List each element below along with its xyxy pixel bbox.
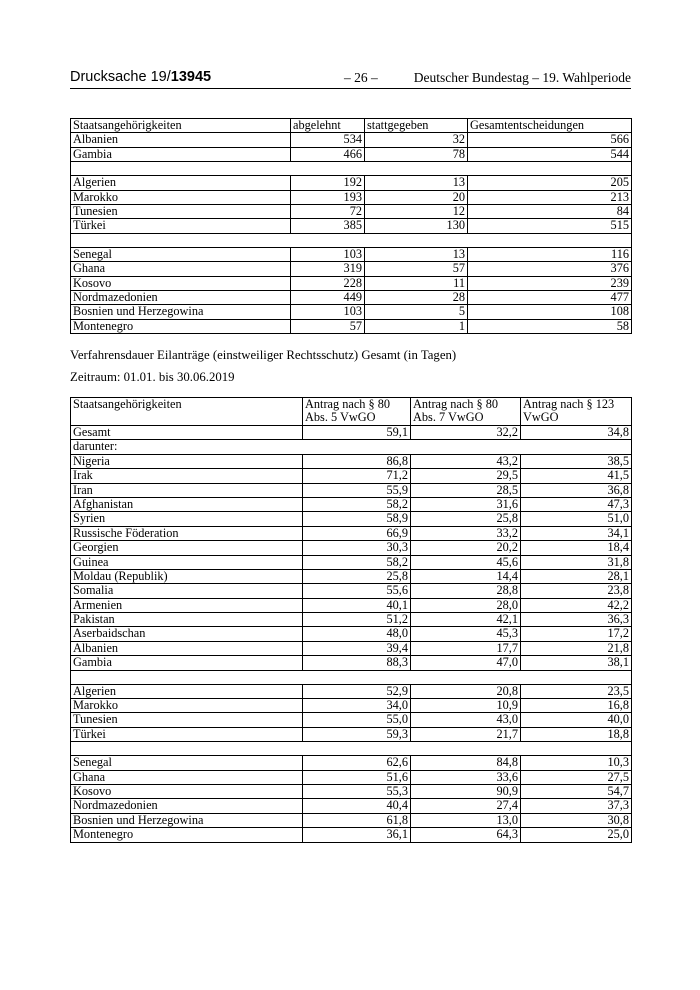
value-cell: 10,9 <box>411 699 521 713</box>
darunter-row <box>71 440 632 454</box>
value-cell: 27,5 <box>521 770 632 784</box>
value-cell: 71,2 <box>303 469 411 483</box>
section-title: Verfahrensdauer Eilanträge (einstweiliger Rechtsschutz) Gesamt (in Tagen) <box>70 348 457 362</box>
value-cell: 57 <box>291 319 365 333</box>
table-row <box>71 727 632 741</box>
darunter-label: darunter: <box>71 440 632 454</box>
value-cell: 33,2 <box>411 526 521 540</box>
value-cell: 55,0 <box>303 713 411 727</box>
value-cell: 14,4 <box>411 569 521 583</box>
table-row <box>71 483 632 497</box>
value-cell: 32 <box>365 133 468 147</box>
page-number: – 26 – <box>344 70 378 85</box>
table-row <box>71 319 632 333</box>
value-cell: 103 <box>291 305 365 319</box>
value-cell: 239 <box>468 276 632 290</box>
period-label: Zeitraum: 01.01. bis 30.06.2019 <box>70 370 235 384</box>
institution: Deutscher Bundestag – 19. Wahlperiode <box>413 70 631 85</box>
value-cell: 36,8 <box>521 483 632 497</box>
value-cell: 25,8 <box>303 569 411 583</box>
value-cell: 72 <box>291 204 365 218</box>
value-cell: 57 <box>365 262 468 276</box>
value-cell: 38,1 <box>521 656 632 670</box>
table-row <box>71 305 632 319</box>
country-cell: Montenegro <box>71 319 291 333</box>
value-cell: 90,9 <box>411 784 521 798</box>
value-cell: 47,3 <box>521 497 632 511</box>
value-cell: 36,3 <box>521 613 632 627</box>
value-cell: 42,2 <box>521 598 632 612</box>
value-cell: 58,2 <box>303 555 411 569</box>
country-cell: Senegal <box>71 756 303 770</box>
value-cell: 59,1 <box>303 426 411 440</box>
value-cell: 116 <box>468 247 632 261</box>
value-cell: 40,4 <box>303 799 411 813</box>
country-cell: Bosnien und Herzegowina <box>71 305 291 319</box>
table-row <box>71 526 632 540</box>
value-cell: 62,6 <box>303 756 411 770</box>
table-row <box>71 813 632 827</box>
value-cell: 25,8 <box>411 512 521 526</box>
value-cell: 30,3 <box>303 541 411 555</box>
value-cell: 78 <box>365 147 468 161</box>
value-cell: 52,9 <box>303 684 411 698</box>
table-row <box>71 512 632 526</box>
spacer-row <box>71 233 632 247</box>
value-cell: 23,8 <box>521 584 632 598</box>
column-header: Antrag nach § 123 VwGO <box>521 398 632 426</box>
table-row <box>71 133 632 147</box>
value-cell: 51,0 <box>521 512 632 526</box>
value-cell: 25,0 <box>521 828 632 842</box>
value-cell: 66,9 <box>303 526 411 540</box>
spacer-row <box>71 670 632 684</box>
value-cell: 477 <box>468 290 632 304</box>
country-cell: Tunesien <box>71 713 303 727</box>
value-cell: 18,4 <box>521 541 632 555</box>
column-header: abgelehnt <box>291 119 365 133</box>
value-cell: 544 <box>468 147 632 161</box>
value-cell: 28,5 <box>411 483 521 497</box>
country-cell: Gesamt <box>71 426 303 440</box>
value-cell: 28,0 <box>411 598 521 612</box>
value-cell: 13,0 <box>411 813 521 827</box>
spacer-row <box>71 162 632 176</box>
country-cell: Türkei <box>71 219 291 233</box>
value-cell: 193 <box>291 190 365 204</box>
value-cell: 103 <box>291 247 365 261</box>
value-cell: 55,3 <box>303 784 411 798</box>
value-cell: 21,8 <box>521 641 632 655</box>
column-header: Antrag nach § 80 Abs. 7 VwGO <box>411 398 521 426</box>
total-row <box>71 426 632 440</box>
value-cell: 34,0 <box>303 699 411 713</box>
country-cell: Russische Föderation <box>71 526 303 540</box>
doc-number-bold: 13945 <box>170 69 212 85</box>
table-row <box>71 713 632 727</box>
value-cell: 28,1 <box>521 569 632 583</box>
value-cell: 130 <box>365 219 468 233</box>
value-cell: 86,8 <box>303 454 411 468</box>
country-cell: Albanien <box>71 133 291 147</box>
value-cell: 534 <box>291 133 365 147</box>
country-cell: Ghana <box>71 262 291 276</box>
value-cell: 36,1 <box>303 828 411 842</box>
value-cell: 20,8 <box>411 684 521 698</box>
table-row <box>71 176 632 190</box>
table-header-row <box>71 398 632 426</box>
country-cell: Nigeria <box>71 454 303 468</box>
value-cell: 55,6 <box>303 584 411 598</box>
value-cell: 5 <box>365 305 468 319</box>
country-cell: Syrien <box>71 512 303 526</box>
spacer-row <box>71 742 632 756</box>
table-row <box>71 219 632 233</box>
value-cell: 205 <box>468 176 632 190</box>
value-cell: 20,2 <box>411 541 521 555</box>
value-cell: 55,9 <box>303 483 411 497</box>
value-cell: 40,0 <box>521 713 632 727</box>
country-cell: Gambia <box>71 656 303 670</box>
value-cell: 38,5 <box>521 454 632 468</box>
country-cell: Montenegro <box>71 828 303 842</box>
table-row <box>71 799 632 813</box>
table-row <box>71 699 632 713</box>
value-cell: 11 <box>365 276 468 290</box>
value-cell: 58,9 <box>303 512 411 526</box>
country-cell: Armenien <box>71 598 303 612</box>
value-cell: 466 <box>291 147 365 161</box>
country-cell: Nordmazedonien <box>71 799 303 813</box>
country-cell: Tunesien <box>71 204 291 218</box>
country-cell: Gambia <box>71 147 291 161</box>
country-cell: Marokko <box>71 699 303 713</box>
country-cell: Somalia <box>71 584 303 598</box>
value-cell: 566 <box>468 133 632 147</box>
value-cell: 18,8 <box>521 727 632 741</box>
country-cell: Ghana <box>71 770 303 784</box>
country-cell: Pakistan <box>71 613 303 627</box>
table-row <box>71 454 632 468</box>
value-cell: 13 <box>365 247 468 261</box>
value-cell: 12 <box>365 204 468 218</box>
value-cell: 21,7 <box>411 727 521 741</box>
value-cell: 34,8 <box>521 426 632 440</box>
value-cell: 449 <box>291 290 365 304</box>
column-header: Staatsangehörigkeiten <box>71 119 291 133</box>
table-row <box>71 784 632 798</box>
value-cell: 54,7 <box>521 784 632 798</box>
column-header: Staatsangehörigkeiten <box>71 398 303 426</box>
country-cell: Afghanistan <box>71 497 303 511</box>
table-row <box>71 569 632 583</box>
table-row <box>71 656 632 670</box>
country-cell: Senegal <box>71 247 291 261</box>
value-cell: 17,2 <box>521 627 632 641</box>
country-cell: Bosnien und Herzegowina <box>71 813 303 827</box>
value-cell: 42,1 <box>411 613 521 627</box>
value-cell: 59,3 <box>303 727 411 741</box>
value-cell: 23,5 <box>521 684 632 698</box>
table-row <box>71 828 632 842</box>
value-cell: 31,8 <box>521 555 632 569</box>
value-cell: 84 <box>468 204 632 218</box>
value-cell: 45,6 <box>411 555 521 569</box>
country-cell: Georgien <box>71 541 303 555</box>
table-row <box>71 541 632 555</box>
country-cell: Kosovo <box>71 784 303 798</box>
table-row <box>71 247 632 261</box>
value-cell: 192 <box>291 176 365 190</box>
value-cell: 51,2 <box>303 613 411 627</box>
country-cell: Moldau (Republik) <box>71 569 303 583</box>
country-cell: Nordmazedonien <box>71 290 291 304</box>
table-row <box>71 584 632 598</box>
table-row <box>71 598 632 612</box>
country-cell: Marokko <box>71 190 291 204</box>
value-cell: 29,5 <box>411 469 521 483</box>
value-cell: 28,8 <box>411 584 521 598</box>
value-cell: 58,2 <box>303 497 411 511</box>
value-cell: 45,3 <box>411 627 521 641</box>
table-row <box>71 684 632 698</box>
country-cell: Iran <box>71 483 303 497</box>
value-cell: 33,6 <box>411 770 521 784</box>
value-cell: 39,4 <box>303 641 411 655</box>
column-header: Antrag nach § 80 Abs. 5 VwGO <box>303 398 411 426</box>
table-row <box>71 555 632 569</box>
value-cell: 28 <box>365 290 468 304</box>
country-cell: Kosovo <box>71 276 291 290</box>
country-cell: Algerien <box>71 684 303 698</box>
table-row <box>71 641 632 655</box>
value-cell: 213 <box>468 190 632 204</box>
value-cell: 41,5 <box>521 469 632 483</box>
document-number <box>70 69 211 85</box>
value-cell: 64,3 <box>411 828 521 842</box>
duration-table <box>70 397 632 843</box>
value-cell: 88,3 <box>303 656 411 670</box>
table-row <box>71 147 632 161</box>
value-cell: 61,8 <box>303 813 411 827</box>
table-header-row <box>71 119 632 133</box>
table-row <box>71 290 632 304</box>
value-cell: 43,0 <box>411 713 521 727</box>
value-cell: 376 <box>468 262 632 276</box>
country-cell: Aserbaidschan <box>71 627 303 641</box>
value-cell: 37,3 <box>521 799 632 813</box>
value-cell: 108 <box>468 305 632 319</box>
value-cell: 40,1 <box>303 598 411 612</box>
value-cell: 1 <box>365 319 468 333</box>
value-cell: 51,6 <box>303 770 411 784</box>
value-cell: 27,4 <box>411 799 521 813</box>
value-cell: 58 <box>468 319 632 333</box>
table-row <box>71 190 632 204</box>
table-row <box>71 770 632 784</box>
country-cell: Albanien <box>71 641 303 655</box>
value-cell: 47,0 <box>411 656 521 670</box>
column-header: Gesamtentscheidungen <box>468 119 632 133</box>
value-cell: 34,1 <box>521 526 632 540</box>
table-row <box>71 262 632 276</box>
value-cell: 17,7 <box>411 641 521 655</box>
table-row <box>71 469 632 483</box>
value-cell: 20 <box>365 190 468 204</box>
column-header: stattgegeben <box>365 119 468 133</box>
value-cell: 16,8 <box>521 699 632 713</box>
table-row <box>71 276 632 290</box>
value-cell: 10,3 <box>521 756 632 770</box>
header-rule <box>70 88 631 89</box>
table-row <box>71 613 632 627</box>
value-cell: 48,0 <box>303 627 411 641</box>
country-cell: Guinea <box>71 555 303 569</box>
value-cell: 319 <box>291 262 365 276</box>
country-cell: Irak <box>71 469 303 483</box>
value-cell: 84,8 <box>411 756 521 770</box>
doc-prefix: Drucksache 19/ <box>70 69 171 85</box>
country-cell: Türkei <box>71 727 303 741</box>
table-row <box>71 497 632 511</box>
decisions-table <box>70 118 632 334</box>
country-cell: Algerien <box>71 176 291 190</box>
value-cell: 228 <box>291 276 365 290</box>
table-row <box>71 204 632 218</box>
value-cell: 13 <box>365 176 468 190</box>
value-cell: 30,8 <box>521 813 632 827</box>
value-cell: 515 <box>468 219 632 233</box>
value-cell: 32,2 <box>411 426 521 440</box>
table-row <box>71 627 632 641</box>
value-cell: 31,6 <box>411 497 521 511</box>
table-row <box>71 756 632 770</box>
page-header <box>70 69 631 89</box>
value-cell: 385 <box>291 219 365 233</box>
value-cell: 43,2 <box>411 454 521 468</box>
